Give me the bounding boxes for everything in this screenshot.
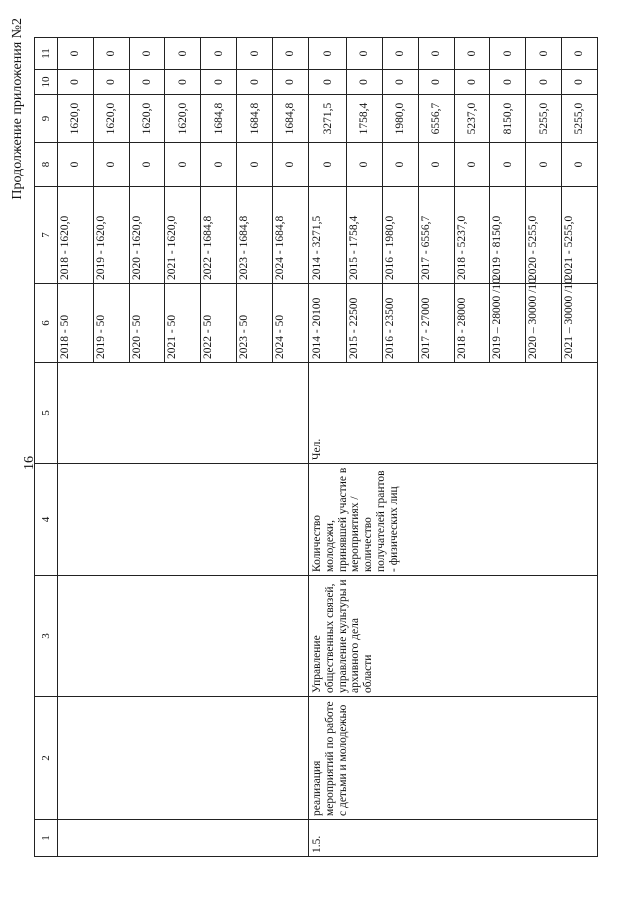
funding-total-cell: 2018 - 5237,0: [454, 187, 490, 284]
funding-federal-cell: 0: [490, 143, 526, 187]
funding-local-cell: 0: [58, 70, 94, 95]
funding-regional-cell: 1620,0: [165, 95, 201, 143]
funding-local-cell: 0: [347, 70, 383, 95]
funding-total-cell: 2020 - 5255,0: [526, 187, 562, 284]
funding-local-cell: 0: [382, 70, 418, 95]
funding-regional-cell: 5255,0: [526, 95, 562, 143]
funding-federal-cell: 0: [382, 143, 418, 187]
funding-regional-cell: 5237,0: [454, 95, 490, 143]
funding-other-cell: 0: [561, 38, 597, 70]
funding-regional-cell: 1758,4: [347, 95, 383, 143]
funding-regional-cell: 6556,7: [418, 95, 454, 143]
funding-total-cell: 2016 - 1980,0: [382, 187, 418, 284]
column-header: 1: [35, 820, 58, 857]
funding-other-cell: 0: [93, 38, 129, 70]
funding-federal-cell: 0: [58, 143, 94, 187]
funding-total-cell: 2023 - 1684,8: [237, 187, 273, 284]
column-header: 10: [35, 70, 58, 95]
item-indicator: Количество молодежи, принявшей участие в мероприятиях / количество получателей грантов - физических лиц: [308, 464, 597, 576]
funding-total-cell: 2020 - 1620,0: [129, 187, 165, 284]
funding-regional-cell: 8150,0: [490, 95, 526, 143]
funding-local-cell: 0: [418, 70, 454, 95]
appendix-table: [34, 37, 598, 857]
column-header: 11: [35, 38, 58, 70]
funding-total-cell: 2018 - 1620,0: [58, 187, 94, 284]
indicator-value-cell: 2015 - 22500: [347, 284, 383, 363]
funding-regional-cell: 1684,8: [272, 95, 308, 143]
funding-total-cell: 2022 - 1684,8: [201, 187, 237, 284]
indicator-value-cell: 2017 - 27000: [418, 284, 454, 363]
funding-local-cell: 0: [308, 70, 346, 95]
funding-local-cell: 0: [454, 70, 490, 95]
funding-federal-cell: 0: [526, 143, 562, 187]
indicator-value-cell: 2018 - 50: [58, 284, 94, 363]
funding-other-cell: 0: [418, 38, 454, 70]
funding-local-cell: 0: [526, 70, 562, 95]
funding-local-cell: 0: [93, 70, 129, 95]
funding-total-cell: 2019 - 1620,0: [93, 187, 129, 284]
column-header: 6: [35, 284, 58, 363]
funding-federal-cell: 0: [561, 143, 597, 187]
funding-federal-cell: 0: [347, 143, 383, 187]
funding-other-cell: 0: [382, 38, 418, 70]
funding-total-cell: 2021 - 5255,0: [561, 187, 597, 284]
indicator-value-cell: 2024 - 50: [272, 284, 308, 363]
indicator-value-cell: 2021 – 30000 /10: [561, 284, 597, 363]
funding-local-cell: 0: [490, 70, 526, 95]
funding-regional-cell: 1980,0: [382, 95, 418, 143]
funding-other-cell: 0: [308, 38, 346, 70]
column-header: 2: [35, 697, 58, 820]
funding-other-cell: 0: [490, 38, 526, 70]
indicator-value-cell: 2019 - 50: [93, 284, 129, 363]
continued-cell: [58, 363, 309, 464]
indicator-value-cell: 2023 - 50: [237, 284, 273, 363]
funding-local-cell: 0: [561, 70, 597, 95]
funding-federal-cell: 0: [237, 143, 273, 187]
funding-local-cell: 0: [129, 70, 165, 95]
column-header: 3: [35, 576, 58, 697]
funding-other-cell: 0: [201, 38, 237, 70]
funding-local-cell: 0: [165, 70, 201, 95]
table-row: [308, 38, 346, 857]
funding-regional-cell: 1620,0: [129, 95, 165, 143]
funding-federal-cell: 0: [454, 143, 490, 187]
funding-federal-cell: 0: [93, 143, 129, 187]
funding-other-cell: 0: [165, 38, 201, 70]
indicator-value-cell: 2016 - 23500: [382, 284, 418, 363]
column-number-row: [35, 38, 58, 857]
page-number: 16: [22, 456, 37, 470]
continued-cell: [58, 820, 309, 857]
funding-other-cell: 0: [526, 38, 562, 70]
funding-total-cell: 2021 - 1620,0: [165, 187, 201, 284]
funding-total-cell: 2024 - 1684,8: [272, 187, 308, 284]
indicator-value-cell: 2020 - 50: [129, 284, 165, 363]
column-header: 7: [35, 187, 58, 284]
appendix-caption: Продолжение приложения №2: [10, 18, 25, 200]
indicator-value-cell: 2018 - 28000: [454, 284, 490, 363]
funding-other-cell: 0: [237, 38, 273, 70]
column-header: 9: [35, 95, 58, 143]
funding-local-cell: 0: [201, 70, 237, 95]
funding-regional-cell: 1684,8: [201, 95, 237, 143]
indicator-value-cell: 2019 – 28000 /10: [490, 284, 526, 363]
item-name: реализация мероприятий по работе с детьми и молодежью: [308, 697, 597, 820]
continued-cell: [58, 697, 309, 820]
funding-total-cell: 2014 - 3271,5: [308, 187, 346, 284]
funding-other-cell: 0: [347, 38, 383, 70]
funding-total-cell: 2017 - 6556,7: [418, 187, 454, 284]
funding-other-cell: 0: [58, 38, 94, 70]
funding-regional-cell: 1620,0: [93, 95, 129, 143]
funding-regional-cell: 1620,0: [58, 95, 94, 143]
funding-federal-cell: 0: [201, 143, 237, 187]
item-executor: Управление общественных связей, управление культуры и архивного дела области: [308, 576, 597, 697]
funding-total-cell: 2019 - 8150,0: [490, 187, 526, 284]
indicator-value-cell: 2020 – 30000 /10: [526, 284, 562, 363]
item-number: 1.5.: [308, 820, 597, 857]
funding-regional-cell: 3271,5: [308, 95, 346, 143]
column-header: 5: [35, 363, 58, 464]
funding-federal-cell: 0: [418, 143, 454, 187]
continued-cell: [58, 576, 309, 697]
funding-total-cell: 2015 - 1758,4: [347, 187, 383, 284]
funding-other-cell: 0: [272, 38, 308, 70]
indicator-value-cell: 2022 - 50: [201, 284, 237, 363]
funding-regional-cell: 5255,0: [561, 95, 597, 143]
column-header: 8: [35, 143, 58, 187]
column-header: 4: [35, 464, 58, 576]
funding-federal-cell: 0: [129, 143, 165, 187]
funding-other-cell: 0: [454, 38, 490, 70]
funding-regional-cell: 1684,8: [237, 95, 273, 143]
continued-cell: [58, 464, 309, 576]
funding-federal-cell: 0: [308, 143, 346, 187]
funding-federal-cell: 0: [165, 143, 201, 187]
funding-local-cell: 0: [272, 70, 308, 95]
funding-other-cell: 0: [129, 38, 165, 70]
indicator-value-cell: 2014 - 20100: [308, 284, 346, 363]
funding-federal-cell: 0: [272, 143, 308, 187]
indicator-value-cell: 2021 - 50: [165, 284, 201, 363]
item-unit: Чел.: [308, 363, 597, 464]
table-row: [58, 38, 94, 857]
funding-local-cell: 0: [237, 70, 273, 95]
